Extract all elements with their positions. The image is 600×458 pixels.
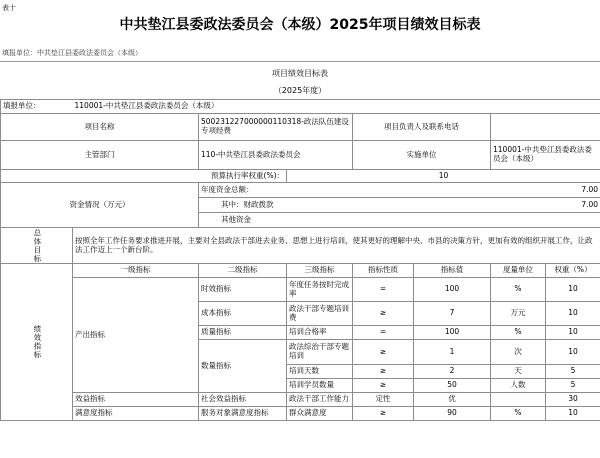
value-cell: 7 [414, 302, 491, 326]
level3-cell: 培训学员数量 [287, 379, 353, 393]
value-cell: 1 [414, 340, 491, 365]
header-level3: 三级指标 [287, 264, 353, 278]
level3-cell: 群众满意度 [287, 407, 353, 421]
level1-benefit: 效益指标 [73, 393, 199, 407]
goal-label: 总体目标 [32, 228, 42, 263]
level3-cell: 培训天数 [287, 365, 353, 379]
weight-cell: 10 [546, 340, 600, 365]
weight-cell: 5 [546, 379, 600, 393]
indicator-section-label: 绩效指标 [32, 325, 42, 359]
leader-value [491, 114, 600, 141]
unit-cell: % [491, 407, 546, 421]
table-row [1, 278, 600, 302]
table-year: （2025年度） [273, 86, 327, 95]
level3-cell: 政法干部工作能力 [287, 393, 353, 407]
funds-total-value: 7.00 [546, 183, 600, 198]
unit-value: 110001-中共垫江县委政法委员会（本级） [73, 100, 600, 114]
table-row [1, 393, 600, 407]
funds-fiscal-value: 7.00 [546, 198, 600, 213]
page-title: 中共垫江县委政法委员会（本级）2025年项目绩效目标表 [119, 17, 481, 33]
level2-quantity: 数量指标 [199, 340, 287, 393]
table-number: 表十 [2, 4, 16, 12]
leader-label: 项目负责人及联系电话 [353, 114, 491, 141]
value-cell: 2 [414, 365, 491, 379]
level2-service: 服务对象满意度指标 [199, 407, 287, 421]
weight-cell: 5 [546, 365, 600, 379]
value-cell: 优 [414, 393, 491, 407]
weight-cell: 10 [546, 278, 600, 302]
level1-satisfaction: 满意度指标 [73, 407, 199, 421]
header-nature: 指标性质 [353, 264, 414, 278]
header-level2: 二级指标 [199, 264, 287, 278]
table-row [1, 407, 600, 421]
goal-row [1, 228, 600, 264]
weight-value: 10 [287, 170, 600, 183]
unit-cell: 次 [491, 340, 546, 365]
dept-value: 110-中共垫江县委政法委员会 [199, 141, 353, 170]
unit-cell: % [491, 278, 546, 302]
weight-label: 预算执行率权重(%)： [1, 170, 287, 183]
project-name-label: 项目名称 [1, 114, 199, 141]
level3-cell: 政法综治干部专题培训 [287, 340, 353, 365]
funds-other-value [546, 213, 600, 228]
unit-label: 填报单位： [1, 100, 73, 114]
goal-text: 按照全年工作任务要求推进开展，主要对全县政法干部进去业务、思想上进行培训，使其更好的理解中央、市县的决策方针，更加有效的组织开展工作，让政法工作迈上一个新台阶。 [73, 228, 600, 264]
nature-cell: = [353, 326, 414, 340]
weight-cell: 10 [546, 407, 600, 421]
nature-cell: ≥ [353, 302, 414, 326]
value-cell: 50 [414, 379, 491, 393]
level2-quality: 质量指标 [199, 326, 287, 340]
nature-cell: = [353, 278, 414, 302]
weight-row [1, 170, 600, 183]
header-weight: 权重（%） [546, 264, 600, 278]
funds-other-label: 其他资金 [199, 213, 546, 228]
project-name-value: 500231227000000110318-政法队伍建设专项经费 [199, 114, 353, 141]
level3-cell: 培训合格率 [287, 326, 353, 340]
unit-cell: 天 [491, 365, 546, 379]
performance-table [0, 99, 600, 421]
level3-cell: 政法干部专题培训费 [287, 302, 353, 326]
project-row [1, 114, 600, 141]
impl-value: 110001-中共垫江县委政法委员会（本级） [491, 141, 600, 170]
level3-cell: 年度任务按时完成率 [287, 278, 353, 302]
nature-cell: ≥ [353, 379, 414, 393]
header-value: 指标值 [414, 264, 491, 278]
dept-row [1, 141, 600, 170]
header-level1: 一级指标 [73, 264, 199, 278]
level2-social: 社会效益指标 [199, 393, 287, 407]
nature-cell: ≥ [353, 340, 414, 365]
funds-total-row [1, 183, 600, 198]
unit-cell: % [491, 326, 546, 340]
divider [0, 61, 600, 62]
nature-cell: ≥ [353, 407, 414, 421]
nature-cell: 定性 [353, 393, 414, 407]
unit-cell: 人数 [491, 379, 546, 393]
unit-cell [491, 393, 546, 407]
value-cell: 100 [414, 278, 491, 302]
funds-fiscal-label: 其中：财政拨款 [199, 198, 546, 213]
funds-total-label: 年度资金总额： [199, 183, 546, 198]
weight-cell: 30 [546, 393, 600, 407]
indicator-section-cell [1, 264, 73, 421]
header-unit: 度量单位 [491, 264, 546, 278]
level2-cost: 成本指标 [199, 302, 287, 326]
impl-label: 实施单位 [353, 141, 491, 170]
funds-label: 资金情况（万元） [1, 183, 199, 228]
value-cell: 90 [414, 407, 491, 421]
fill-unit-line: 填报单位：中共垫江县委政法委员会（本级） [2, 49, 142, 57]
indicator-header-row [1, 264, 600, 278]
level2-time: 时效指标 [199, 278, 287, 302]
unit-cell: 万元 [491, 302, 546, 326]
unit-row [1, 100, 600, 114]
weight-cell: 10 [546, 326, 600, 340]
goal-label-cell [1, 228, 73, 264]
value-cell: 100 [414, 326, 491, 340]
nature-cell: ≥ [353, 365, 414, 379]
table-title: 项目绩效目标表 [272, 69, 328, 78]
dept-label: 主管部门 [1, 141, 199, 170]
level1-output: 产出指标 [73, 278, 199, 393]
weight-cell: 10 [546, 302, 600, 326]
